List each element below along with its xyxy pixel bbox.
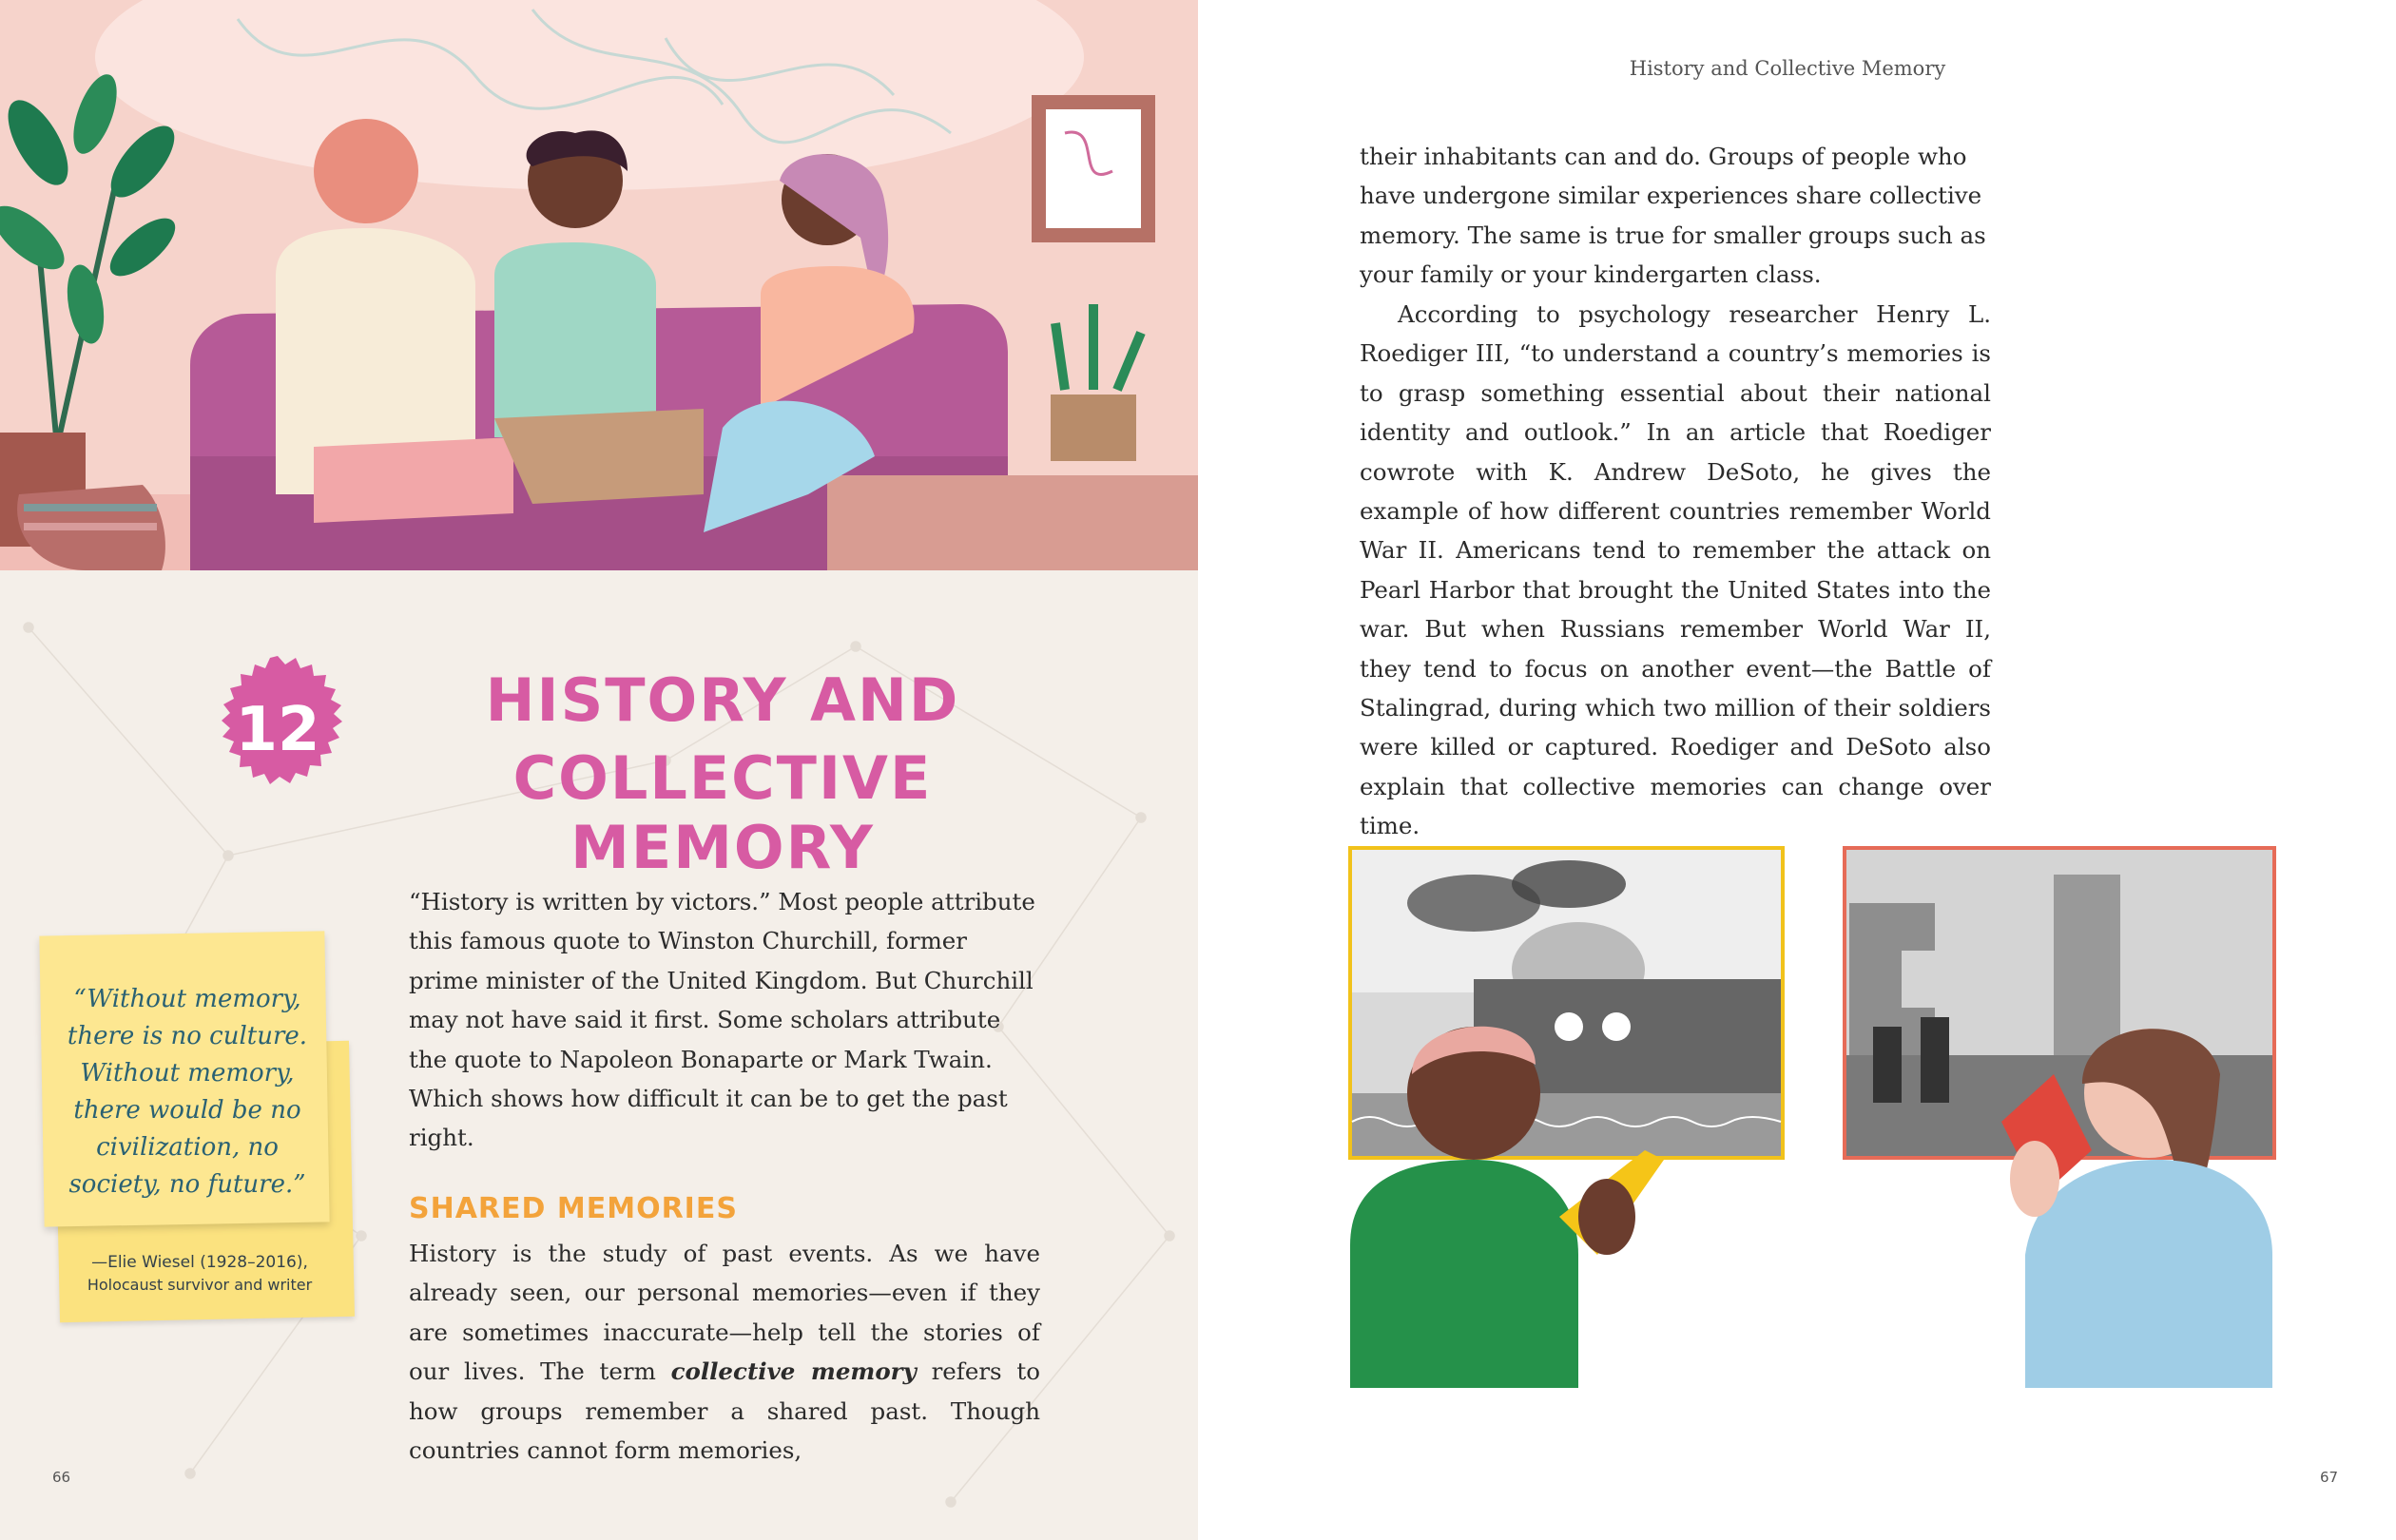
chapter-title-line-1: HISTORY AND (485, 665, 960, 735)
right-paragraph-2 (1360, 295, 1991, 846)
term-collective-memory: collective memory (670, 1357, 917, 1386)
section-heading: SHARED MEMORIES (409, 1192, 738, 1225)
chapter-title-line-2: COLLECTIVE MEMORY (512, 743, 933, 882)
chapter-number: 12 (235, 695, 320, 765)
quote-attribution-name: —Elie Wiesel (1928–2016), (91, 1253, 308, 1272)
right-paragraph-1: their inhabitants can and do. Groups of people who have undergone similar experiences share collective memory. The same is true for smaller groups such as your family or your kindergarten class. (1360, 143, 1986, 289)
quote-attribution (57, 1251, 342, 1297)
page-number-left: 66 (52, 1469, 71, 1486)
page-number-right: 67 (2320, 1469, 2339, 1486)
sidebar-quote: “Without memory, there is no culture. Without memory, there would be no civilization, no society, no future.” (67, 985, 308, 1199)
running-head: History and Collective Memory (1629, 57, 1946, 80)
section-paragraph (409, 1234, 1040, 1470)
illustration-two-readers (1331, 837, 2301, 1426)
section-paragraph-part-1: History is the study of past events. As we have already seen, our personal memories—even if they are sometimes inaccurate—help tell the stories of our lives. The term (409, 1240, 1040, 1386)
section-paragraph-part-2: refers to how groups remember a shared past. Though countries cannot form memories, (409, 1357, 1040, 1465)
intro-paragraph: “History is written by victors.” Most people attribute this famous quote to Winston Churchill, former prime minister of the United Kingdom. But Churchill may not have said it first. Some scholars attribute the quote to Napoleon Bonaparte or Mark Twain. Which shows how difficult it can be to get the past right. (409, 888, 1035, 1152)
quote-attribution-description: Holocaust survivor and writer (87, 1276, 313, 1294)
hero-illustration-family-on-couch (0, 0, 1198, 570)
right-paragraph-2-text: According to psychology researcher Henry L. Roediger III, “to understand a country’s memories is to grasp something essential about their national identity and outlook.” In an article that Roediger cowrote with K. Andrew DeSoto, he gives the example of how different countries remember World War II. Americans tend to remember the attack on Pearl Harbor that brought the United States into the war. But when Russians remember World War II, they tend to focus on another event—the Battle of Stalingrad, during which two million of their soldiers were killed or captured. Roediger and DeSoto also explain that collective memories can change over time. (1360, 300, 1991, 840)
